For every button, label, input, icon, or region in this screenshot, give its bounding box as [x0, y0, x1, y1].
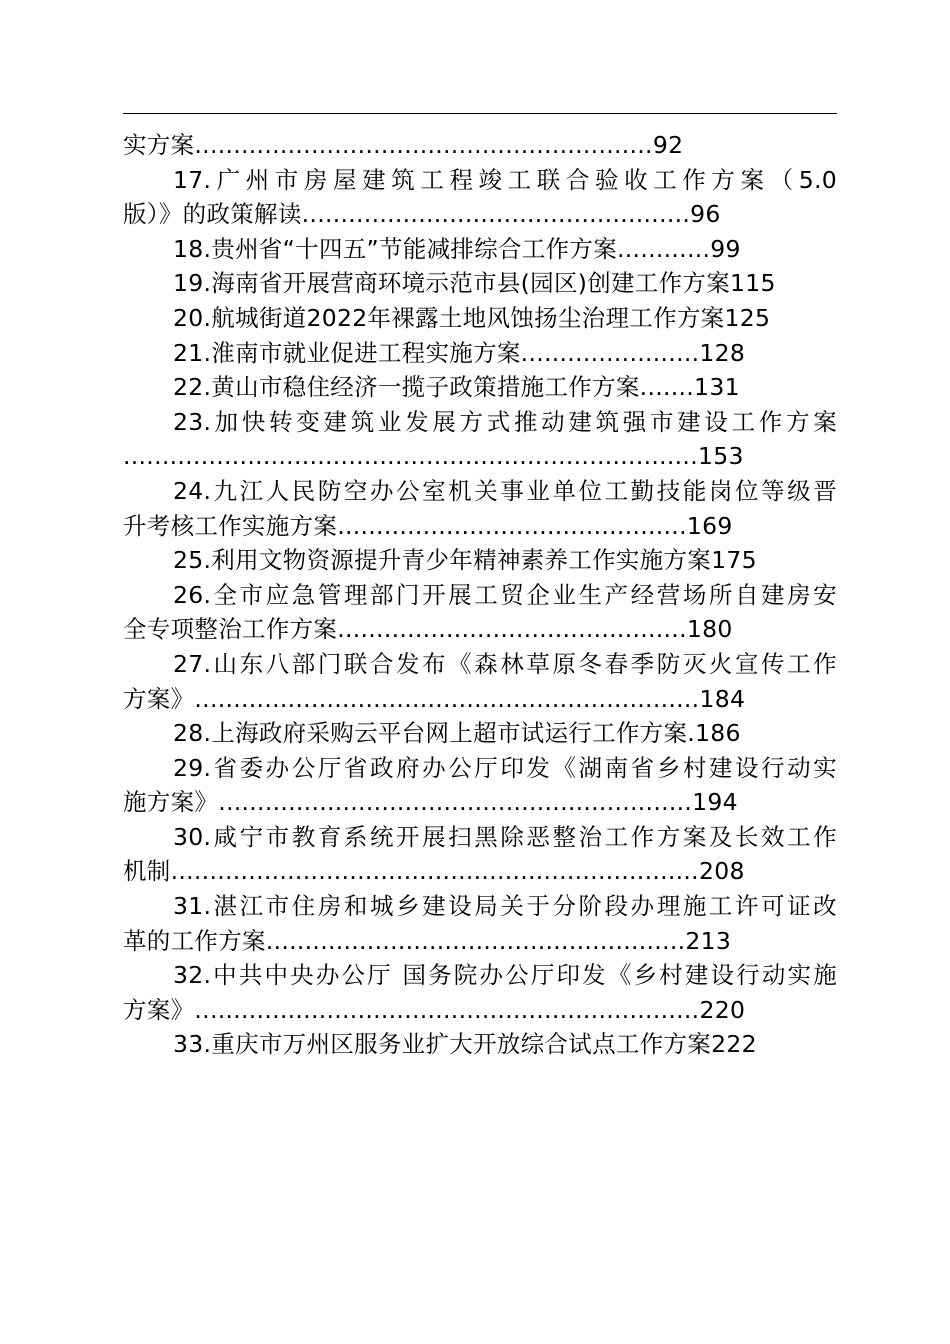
- toc-line: 20.航城街道2022年裸露土地风蚀扬尘治理工作方案125: [173, 303, 771, 332]
- toc-line: 17.广州市房屋建筑工程竣工联合验收工作方案（5.0: [173, 165, 837, 194]
- header-rule: [123, 113, 837, 114]
- toc-line: 27.山东八部门联合发布《森林草原冬春季防灭火宣传工作: [173, 649, 837, 678]
- toc-line: 22.黄山市稳住经济一揽子政策措施工作方案.......131: [173, 373, 740, 402]
- toc-line: 26.全市应急管理部门开展工贸企业生产经营场所自建房安: [173, 580, 837, 609]
- toc-line: 33.重庆市万州区服务业扩大开放综合试点工作方案222: [173, 1030, 757, 1059]
- toc-line: 23.加快转变建筑业发展方式推动建筑强市建设工作方案: [173, 407, 837, 436]
- toc-line: 31.湛江市住房和城乡建设局关于分阶段办理施工许可证改: [173, 892, 837, 921]
- toc-line: 19.海南省开展营商环境示范市县(园区)创建工作方案115: [173, 269, 776, 298]
- table-of-contents: [123, 128, 837, 1062]
- toc-line: 施方案》.............................................................194: [123, 788, 738, 817]
- toc-line: 30.咸宁市教育系统开展扫黑除恶整治工作方案及长效工作: [173, 822, 837, 851]
- toc-line: 版）》的政策解读..................................................96: [123, 200, 721, 229]
- toc-line: 21.淮南市就业促进工程实施方案.......................128: [173, 338, 746, 367]
- toc-line: 革的工作方案......................................................213: [123, 926, 732, 955]
- toc-line: 机制....................................................................208: [123, 857, 745, 886]
- toc-line: 全专项整治工作方案.............................................180: [123, 615, 733, 644]
- toc-line: 28.上海政府采购云平台网上超市试运行工作方案.186: [173, 719, 741, 748]
- toc-line: 29.省委办公厅省政府办公厅印发《湖南省乡村建设行动实: [173, 753, 837, 782]
- toc-line: 24.九江人民防空办公室机关事业单位工勤技能岗位等级晋: [173, 476, 837, 505]
- toc-line: 25.利用文物资源提升青少年精神素养工作实施方案175: [173, 546, 757, 575]
- toc-line: 方案》.................................................................184: [123, 684, 746, 713]
- toc-line: 升考核工作实施方案.............................................169: [123, 511, 733, 540]
- toc-line: 方案》.................................................................220: [123, 995, 746, 1024]
- toc-line: 18.贵州省“十四五”节能减排综合工作方案............99: [173, 234, 741, 263]
- toc-line: ..........................................................................153: [123, 442, 744, 471]
- toc-line: 实方案...........................................................92: [123, 131, 684, 159]
- toc-line: 32.中共中央办公厅 国务院办公厅印发《乡村建设行动实施: [173, 961, 837, 990]
